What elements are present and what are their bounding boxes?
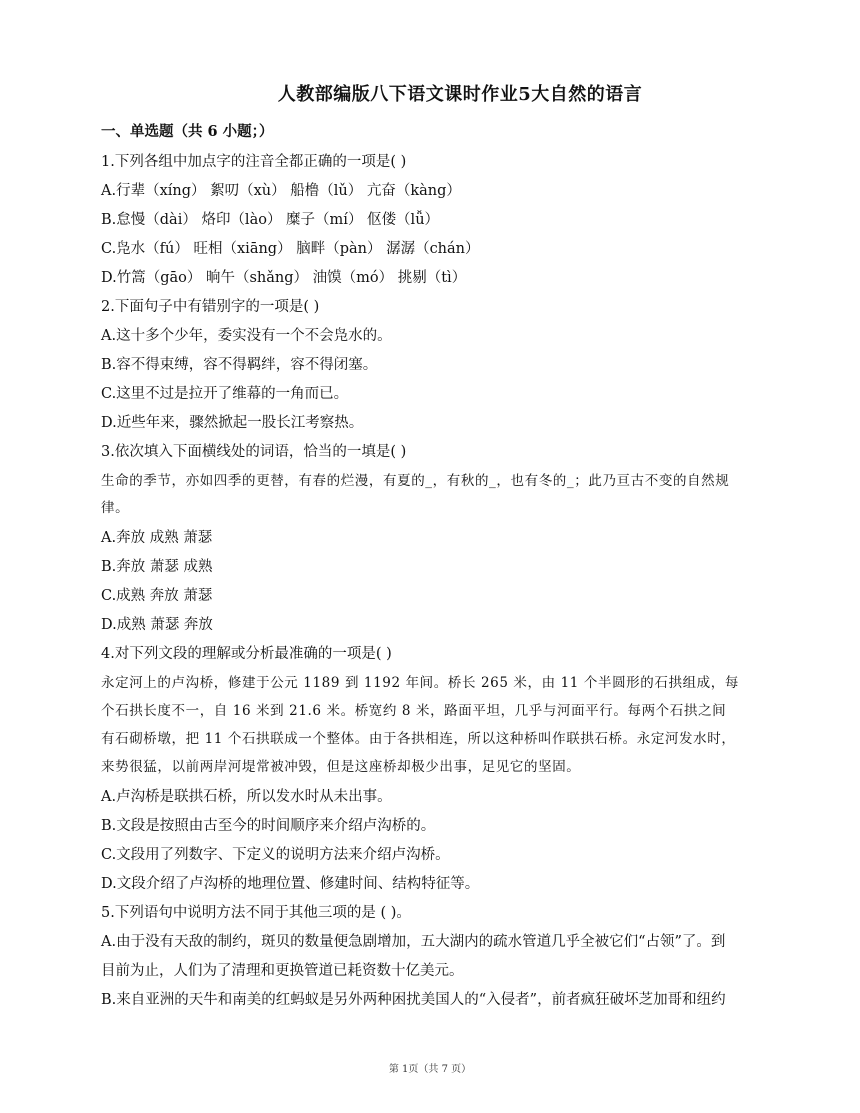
question-3: 3.依次填入下面横线处的词语，恰当的一填是( ) [101,444,407,460]
q4-passage-line: 有石砌桥墩，把 11 个石拱联成一个整体。由于各拱相连，所以这种桥叫作联拱石桥。永定河发水时， [101,731,736,747]
q4-passage-line: 永定河上的卢沟桥，修建于公元 1189 到 1192 年间。桥长 265 米，由 11 个半圆形的石拱组成，每 [101,675,739,691]
question-5: 5.下列语句中说明方法不同于其他三项的是 ( )。 [101,905,411,921]
q2-option-d: D.近些年来，骤然掀起一股长江考察热。 [101,415,364,431]
q1-option-b: B.怠慢（dài） 烙印（lào） 糜子（mí） 伛偻（lǚ） [101,212,440,228]
q4-option-c: C.文段用了列数字、下定义的说明方法来介绍卢沟桥。 [101,847,450,863]
q3-option-c: C.成熟 奔放 萧瑟 [101,588,213,604]
q3-option-a: A.奔放 成熟 萧瑟 [101,530,213,546]
q3-option-b: B.奔放 萧瑟 成熟 [101,559,213,575]
q5-option-b: B.来自亚洲的天牛和南美的红蚂蚁是另外两种困扰美国人的“入侵者”，前者疯狂破坏芝加哥和纽约 [101,992,726,1008]
question-4: 4.对下列文段的理解或分析最准确的一项是( ) [101,646,392,662]
q4-option-a: A.卢沟桥是联拱石桥，所以发水时从未出事。 [101,789,392,805]
q5-option-a: A.由于没有天敌的制约，斑贝的数量便急剧增加，五大湖内的疏水管道几乎全被它们“占领”了。到 [101,934,726,950]
q2-option-c: C.这里不过是拉开了维幕的一角而已。 [101,386,349,402]
q4-option-b: B.文段是按照由古至今的时间顺序来介绍卢沟桥的。 [101,818,436,834]
q5-option-a-cont: 目前为止，人们为了清理和更换管道已耗资数十亿美元。 [101,963,464,979]
q2-option-a: A.这十多个少年，委实没有一个不会凫水的。 [101,328,392,344]
q4-passage-line: 来势很猛，以前两岸河堤常被冲毁，但是这座桥却极少出事，足见它的坚固。 [101,759,581,775]
section-heading: 一、单选题（共 6 小题；） [101,123,274,140]
q4-option-d: D.文段介绍了卢沟桥的地理位置、修建时间、结构特征等。 [101,876,480,892]
q3-passage-line: 生命的季节，亦如四季的更替，有春的烂漫，有夏的_，有秋的_，也有冬的_；此乃亘古不变的自然规 [101,473,730,489]
page-title: 人教部编版八下语文课时作业5大自然的语言 [277,84,643,105]
q3-option-d: D.成熟 萧瑟 奔放 [101,617,213,633]
question-2: 2.下面句子中有错别字的一项是( ) [101,299,320,315]
q4-passage-line: 个石拱长度不一，自 16 米到 21.6 米。桥宽约 8 米，路面平坦，几乎与河面平行。每两个石拱之间 [101,703,727,719]
q2-option-b: B.容不得束缚，容不得羁绊，容不得闭塞。 [101,357,378,373]
page-footer: 第 1页（共 7 页） [388,1064,472,1075]
q1-option-d: D.竹篙（gāo） 晌午（shǎng） 油馍（mó） 挑剔（tì） [101,270,467,286]
q3-passage-line: 律。 [101,500,130,516]
q1-option-a: A.行辈（xíng） 絮叨（xù） 船橹（lǔ） 亢奋（kàng） [101,183,461,199]
question-1: 1.下列各组中加点字的注音全都正确的一项是( ) [101,154,407,170]
q1-option-c: C.凫水（fú） 旺相（xiāng） 脑畔（pàn） 潺潺（chán） [101,241,480,257]
